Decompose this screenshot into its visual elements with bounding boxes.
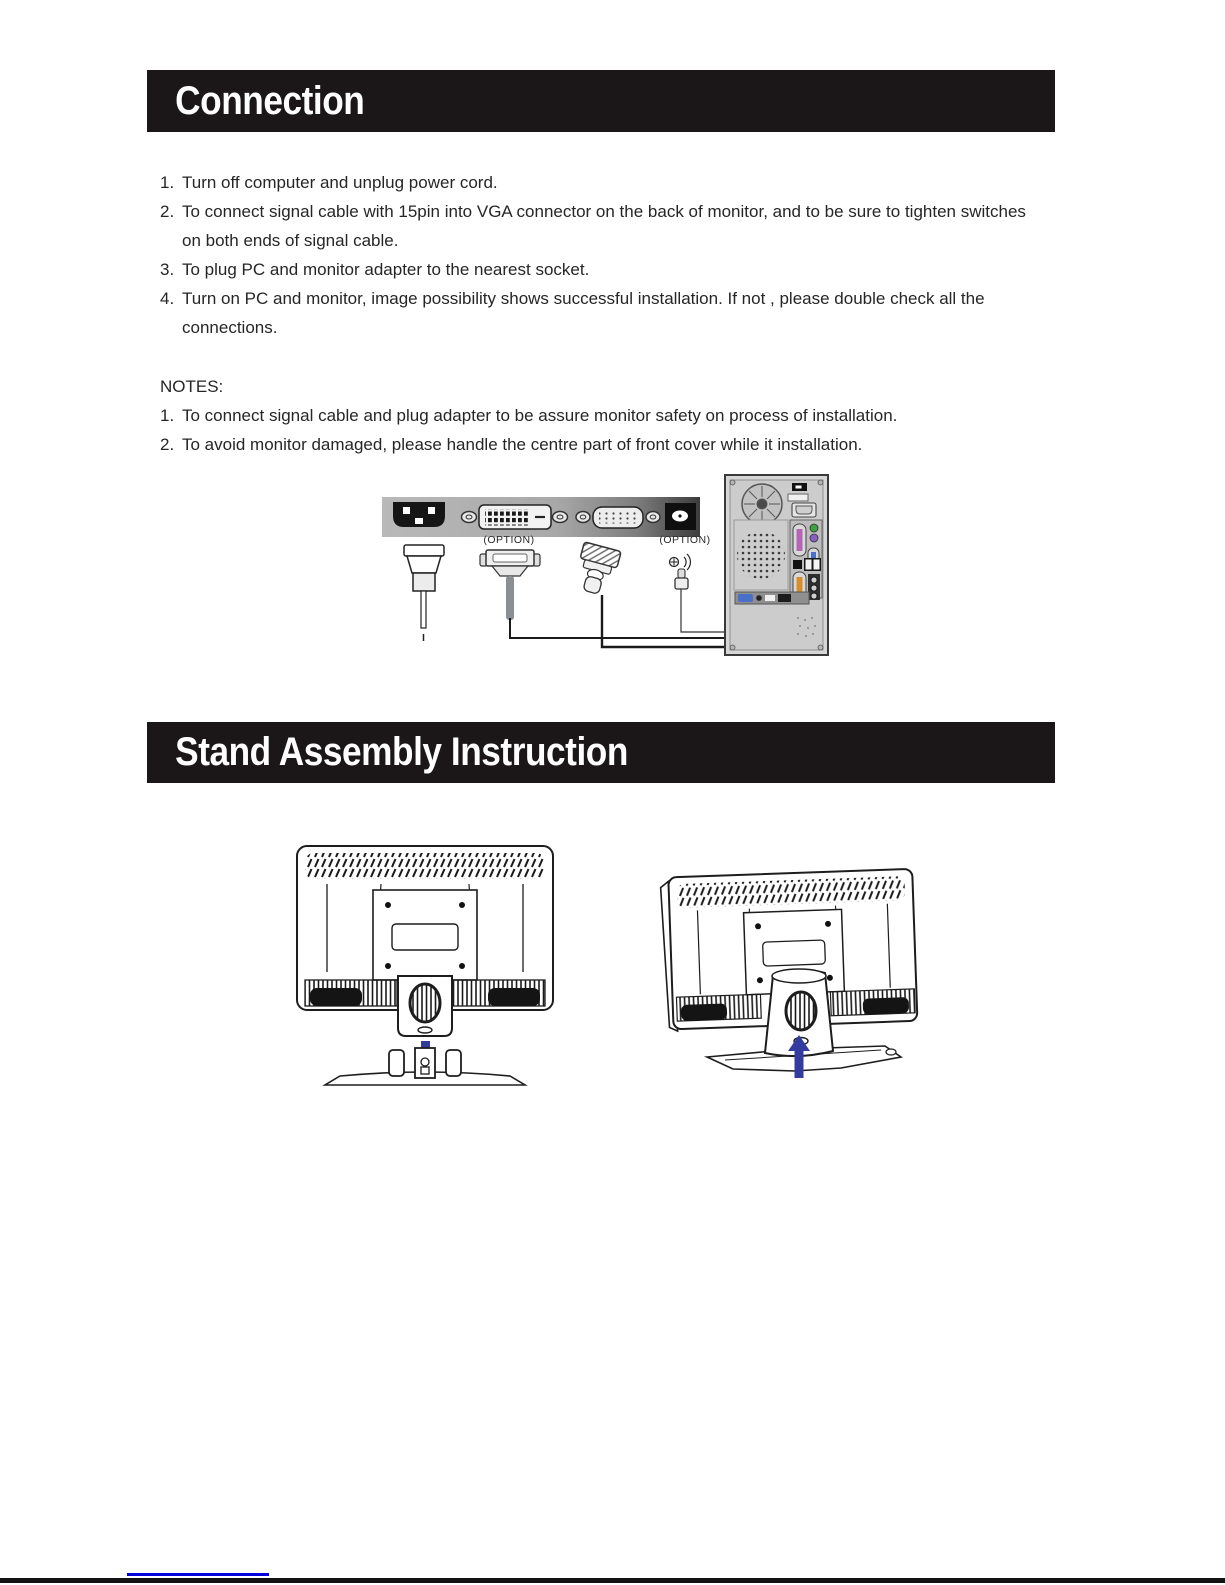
ac-inlet-port bbox=[393, 502, 445, 527]
page-bottom-border bbox=[0, 1578, 1225, 1583]
io-ports-panel bbox=[790, 520, 822, 602]
footer-link-line bbox=[127, 1573, 269, 1576]
connection-diagram bbox=[380, 466, 830, 658]
note-number: 1. bbox=[160, 406, 175, 425]
monitor-rear-port-strip bbox=[382, 497, 700, 537]
note-text: To connect signal cable and plug adapter to be assure monitor safety on process of installation. bbox=[182, 406, 898, 425]
step-number: 3. bbox=[160, 260, 175, 279]
connection-diagram-illustration bbox=[380, 466, 830, 658]
step-number: 2. bbox=[160, 202, 175, 221]
audio-option-label: (OPTION) bbox=[659, 534, 711, 546]
section-title: Stand Assembly Instruction bbox=[175, 730, 628, 774]
connection-steps bbox=[160, 168, 1048, 342]
stand-base bbox=[325, 1048, 525, 1085]
list-item bbox=[160, 401, 1048, 430]
list-item bbox=[160, 197, 1048, 255]
step-text: To connect signal cable with 15pin into VGA connector on the back of monitor, and to be sure to tighten switches on both ends of signal cable. bbox=[182, 202, 1026, 250]
step-text: Turn off computer and unplug power cord. bbox=[182, 173, 498, 192]
notes-label: NOTES: bbox=[160, 377, 224, 396]
connection-section-header bbox=[147, 70, 1055, 132]
step-text: To plug PC and monitor adapter to the nearest socket. bbox=[182, 260, 590, 279]
monitor-stand-detached-illustration bbox=[285, 838, 565, 1095]
list-item bbox=[160, 255, 1048, 284]
pc-tower-illustration bbox=[725, 475, 828, 655]
stand-section-header bbox=[147, 722, 1055, 783]
dc-jack-port bbox=[665, 503, 696, 530]
note-number: 2. bbox=[160, 435, 175, 454]
connection-notes bbox=[160, 372, 1048, 459]
monitor-stand-attached-illustration bbox=[645, 843, 945, 1090]
note-text: To avoid monitor damaged, please handle the centre part of front cover while it installation. bbox=[182, 435, 863, 454]
step-number: 4. bbox=[160, 289, 175, 308]
step-text: Turn on PC and monitor, image possibility shows successful installation. If not , please double check all the connections. bbox=[182, 289, 985, 337]
dvi-option-label: (OPTION) bbox=[483, 534, 535, 546]
graphics-card-strip bbox=[735, 592, 809, 604]
power-plug-icon bbox=[404, 545, 444, 641]
page-title: Connection bbox=[175, 78, 365, 123]
list-item bbox=[160, 284, 1048, 342]
step-number: 1. bbox=[160, 173, 175, 192]
stand-neck bbox=[398, 976, 452, 1036]
list-item bbox=[160, 168, 1048, 197]
list-item bbox=[160, 430, 1048, 459]
fan-grille bbox=[742, 484, 782, 524]
